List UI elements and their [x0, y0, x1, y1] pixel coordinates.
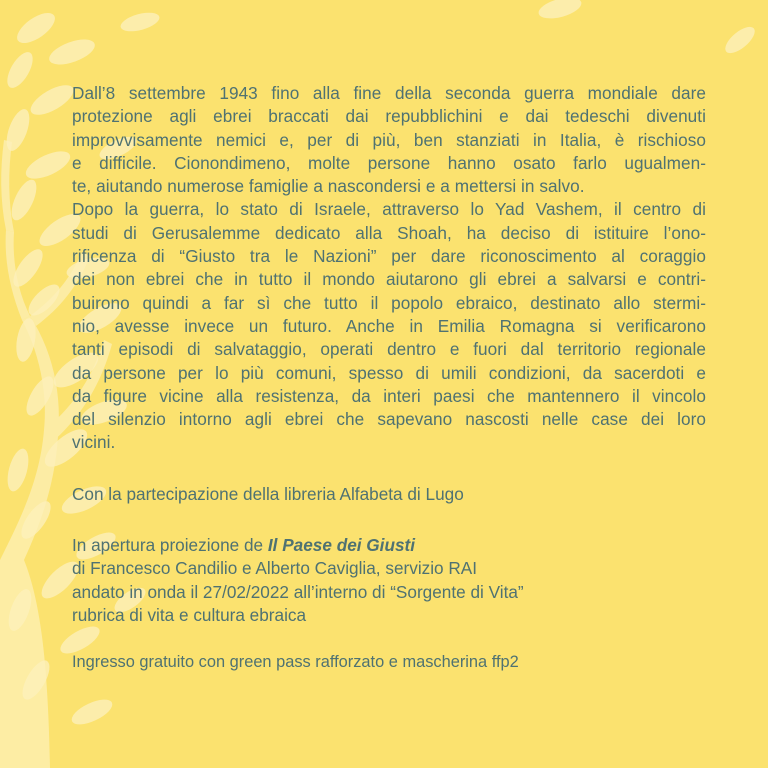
text-line: protezione agli ebrei braccati dai repubblichini e dai tedeschi divenuti — [72, 106, 706, 127]
text-line: vicini. — [72, 432, 116, 453]
screening-line: andato in onda il 27/02/2022 all’interno di “Sorgente di Vita” — [72, 581, 524, 602]
text-line: te, aiutando numerose famiglie a nascondersi e a mettersi in salvo. — [72, 176, 585, 197]
text-line: e difficile. Cionondimeno, molte persone hanno osato farlo ugualmen- — [72, 152, 706, 173]
text-line: da persone per lo più comuni, spesso di umili condizioni, da sacerdoti e — [72, 362, 706, 383]
text-line: dei non ebrei che in tutto il mondo aiutarono gli ebrei a salvarsi e contri- — [72, 269, 706, 290]
text-line: tanti episodi di salvataggio, operati dentro e fuori dal territorio regionale — [72, 339, 706, 360]
event-description — [72, 82, 706, 673]
text-line: improvvisamente nemici e, per di più, ben stanziati in Italia, è rischioso — [72, 129, 706, 150]
description-paragraph — [72, 82, 706, 455]
screening-line — [72, 534, 706, 558]
text-line: nio, avesse invece un futuro. Anche in Emilia Romagna si verificarono — [72, 315, 706, 336]
entry-note: Ingresso gratuito con green pass rafforzato e mascherina ffp2 — [72, 652, 519, 671]
text-line: studi di Gerusalemme dedicato alla Shoah, ha deciso di istituire l’ono- — [72, 222, 706, 243]
text-line: Dopo la guerra, lo stato di Israele, attraverso lo Yad Vashem, il centro di — [72, 199, 706, 220]
text-line: buirono quindi a far sì che tutto il popolo ebraico, destinato allo stermi- — [72, 292, 706, 313]
text-line: da figure vicine alla resistenza, da interi paesi che mantennero il vincolo — [72, 385, 706, 406]
screening-line: di Francesco Candilio e Alberto Caviglia, servizio RAI — [72, 558, 478, 579]
screening-line: rubrica di vita e cultura ebraica — [72, 605, 307, 626]
text-line: del silenzio intorno agli ebrei che sapevano nascosti nelle case dei loro — [72, 409, 706, 430]
film-title: Il Paese dei Giusti — [267, 534, 415, 555]
partnership-note: Con la partecipazione della libreria Alfabeta di Lugo — [72, 483, 464, 504]
text-line: Dall’8 settembre 1943 fino alla fine della seconda guerra mondiale dare — [72, 83, 706, 103]
screening-info — [72, 534, 706, 628]
screening-intro: In apertura proiezione de — [72, 534, 268, 555]
text-line: rificenza di “Giusto tra le Nazioni” per dare riconoscimento al coraggio — [72, 246, 706, 267]
